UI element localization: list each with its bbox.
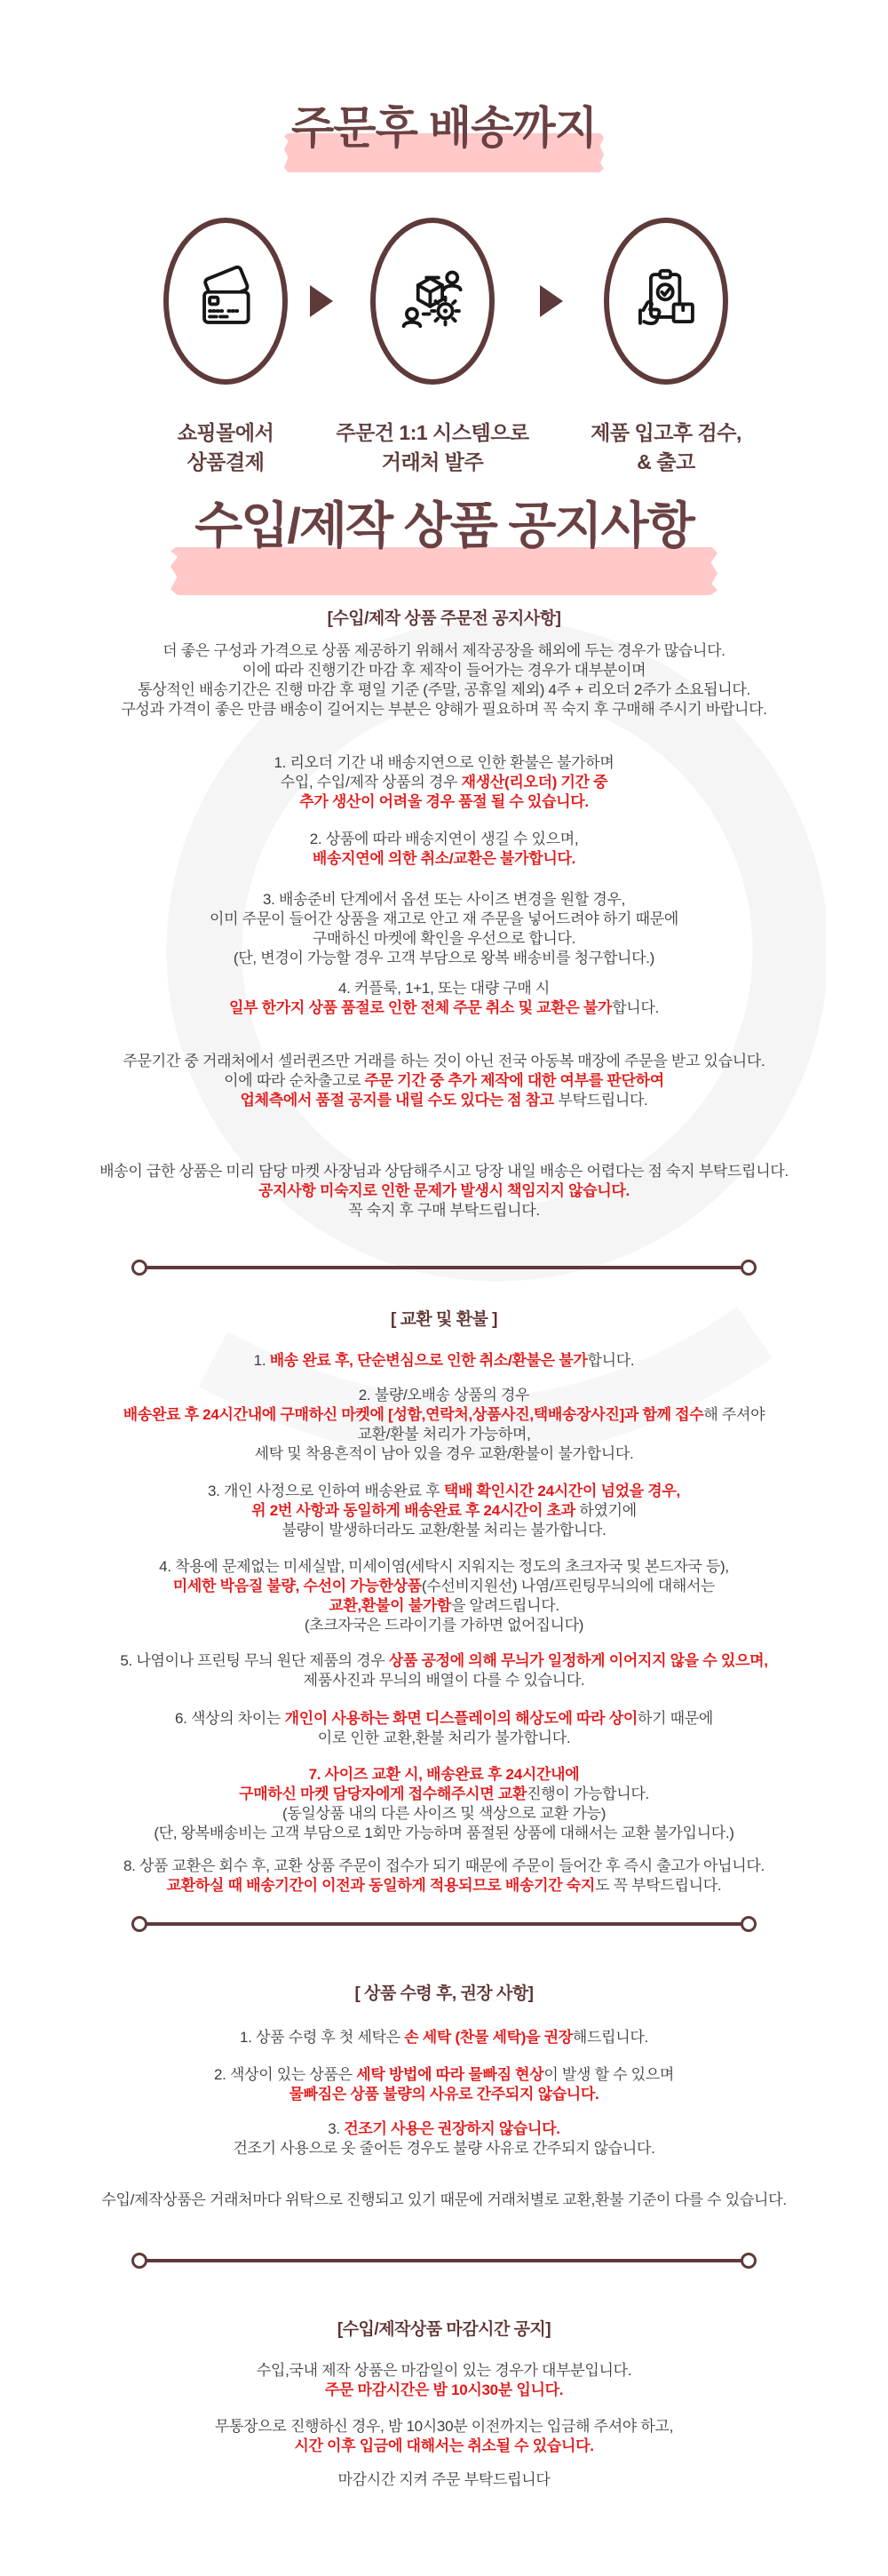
deadline-paragraph-3: [0, 2470, 888, 2490]
text-line: [0, 1501, 888, 1521]
text-segment: 구매하신 마켓 담당자에게 접수해주시면 교환: [239, 1785, 527, 1802]
text-line: [0, 1729, 888, 1748]
exchange-item-1: [0, 1351, 888, 1371]
text-segment: 해 주셔야: [703, 1406, 765, 1423]
text-segment: 일부 한가지 상품 품절로 인한 전체 주문 취소 및 교환은 불가: [229, 999, 613, 1016]
text-segment: 하였기에: [579, 1502, 637, 1519]
step-label: [317, 418, 548, 477]
text-line: [0, 1444, 888, 1464]
text-line: [0, 1785, 888, 1804]
text-segment: 5. 나염이나 프린팅 무늬 원단 제품의 경우: [120, 1652, 389, 1669]
preorder-outro-paragraph-2: [0, 1162, 888, 1220]
care-item-3: [0, 2119, 888, 2159]
text-line: [0, 2437, 888, 2456]
text-segment: 시간 이후 입금에 대해서는 취소될 수 있습니다.: [294, 2437, 594, 2454]
text-segment: 2. 색상이 있는 상품은: [213, 2066, 357, 2083]
care-item-1: [0, 2028, 888, 2047]
text-segment: 7. 사이즈 교환 시, 배송완료 후 24시간내에: [308, 1766, 580, 1783]
text-line: [0, 1876, 888, 1896]
page-title-text: 수입/제작 상품 공지사항: [194, 497, 694, 553]
divider-line: [146, 1266, 742, 1269]
text-segment: 6. 색상의 차이는: [175, 1710, 285, 1727]
text-segment: 더 좋은 구성과 가격으로 상품 제공하기 위해서 제작공장을 해외에 두는 경우가 많습니다.: [163, 642, 725, 659]
care-outro-paragraph: [0, 2190, 888, 2210]
text-line: [0, 890, 888, 910]
exchange-section-header: [ 교환 및 환불 ]: [390, 1310, 498, 1329]
text-segment: 건조기 사용으로 옷 줄어든 경우도 불량 사유로 간주되지 않습니다.: [233, 2140, 655, 2157]
step-label: [110, 418, 341, 477]
text-segment: 세탁 및 착용흔적이 남아 있을 경우 교환/환불이 불가합니다.: [254, 1445, 634, 1462]
text-segment: 수입,국내 제작 상품은 마감일이 있는 경우가 대부분입니다.: [256, 2362, 632, 2379]
preorder-intro-paragraph: [0, 641, 888, 720]
text-segment: 주문기간 중 거래처에서 셀러퀸즈만 거래를 하는 것이 아닌 전국 아동복 매장에 주문을 받고 있습니다.: [123, 1053, 765, 1069]
exchange-item-2: [0, 1386, 888, 1464]
text-line: [0, 1557, 888, 1577]
preorder-item-4: [0, 979, 888, 1018]
text-line: [0, 949, 888, 968]
text-segment: 4. 착용에 문제없는 미세실밥, 미세이염(세탁시 지워지는 정도의 초크자국 및 본드자국 등),: [159, 1558, 729, 1575]
text-segment: 해드립니다.: [572, 2029, 648, 2046]
step-label-line: 상품결제: [186, 450, 265, 473]
text-line: [0, 2085, 888, 2104]
text-segment: 2. 상품에 따라 배송지연이 생길 수 있으며,: [309, 831, 579, 847]
preorder-item-1: [0, 753, 888, 812]
text-line: [0, 1091, 888, 1110]
text-segment: 이미 주문이 들어간 상품을 재고로 안고 재 주문을 넣어드려야 하기 때문에: [210, 910, 678, 927]
order-system-icon: [396, 265, 469, 338]
text-segment: 8. 상품 교환은 회수 후, 교환 상품 주문이 접수가 되기 때문에 주문이 들어간 후 즉시 출고가 아닙니다.: [123, 1857, 765, 1874]
text-line: [0, 1616, 888, 1635]
text-segment: 물빠짐은 상품 불량의 사유로 간주되지 않습니다.: [289, 2086, 599, 2103]
process-step-order: [317, 218, 548, 477]
text-line: [0, 2119, 888, 2139]
text-segment: (동일상품 내의 다른 사이즈 및 색상으로 교환 가능): [281, 1805, 607, 1822]
text-segment: 이에 따라 순차출고로: [224, 1072, 365, 1089]
text-segment: 택배 확인시간 24시간이 넘었을 경우,: [443, 1483, 680, 1499]
text-segment: 2. 불량/오배송 상품의 경우: [358, 1387, 530, 1403]
preorder-item-3: [0, 890, 888, 968]
text-segment: 주문 마감시간은 밤 10시30분 입니다.: [324, 2381, 564, 2398]
text-segment: 3.: [328, 2120, 345, 2137]
text-line: [0, 1386, 888, 1405]
text-line: [0, 753, 888, 773]
text-segment: 주문 기간 중 추가 제작에 대한 여부를 판단하여: [364, 1072, 664, 1089]
section-divider: [131, 2253, 757, 2269]
preorder-section-header: [수입/제작 상품 주문전 공지사항]: [327, 609, 561, 628]
text-segment: 3. 배송준비 단계에서 옵션 또는 사이즈 변경을 원할 경우,: [262, 891, 626, 908]
text-segment: 수입/제작상품은 거래처마다 위탁으로 진행되고 있기 때문에 거래처별로 교환,환불 기준이 다를 수 있습니다.: [101, 2191, 787, 2208]
text-segment: 불량이 발생하더라도 교환/환불 처리는 불가합니다.: [281, 1522, 607, 1538]
exchange-item-3: [0, 1482, 888, 1540]
step-label: [551, 418, 781, 477]
divider-ring-icon: [741, 2253, 757, 2269]
deadline-section-header: [수입/제작상품 마감시간 공지]: [337, 2320, 551, 2339]
text-line: [0, 1804, 888, 1824]
text-segment: 배송이 급한 상품은 미리 담당 마켓 사장님과 상담해주시고 당장 내일 배송은 어렵다는 점 숙지 부탁드립니다.: [99, 1163, 789, 1180]
text-line: [0, 2139, 888, 2159]
care-section-header: [ 상품 수령 후, 권장 사항]: [354, 1984, 534, 2003]
process-step-inspection: [551, 218, 781, 477]
text-line: [0, 2361, 888, 2381]
step-circle: [163, 218, 288, 385]
text-segment: 3. 개인 사정으로 인하여 배송완료 후: [208, 1483, 444, 1499]
text-line: [0, 1351, 888, 1371]
text-segment: 상품 공정에 의해 무늬가 일정하게 이어지지 않을 수 있으며,: [388, 1652, 768, 1669]
text-segment: 배송지연에 의한 취소/교환은 불가합니다.: [312, 850, 576, 867]
page-title-notice: [0, 496, 888, 555]
step-circle: [370, 218, 495, 385]
text-line: [0, 2470, 888, 2490]
text-segment: 구성과 가격이 좋은 만큼 배송이 길어지는 부분은 양해가 필요하며 꼭 숙지 후 구매해 주시기 바랍니다.: [121, 701, 767, 718]
text-segment: 4. 커플룩, 1+1, 또는 대량 구매 시: [337, 980, 551, 997]
text-line: [0, 1521, 888, 1540]
credit-card-icon: [189, 265, 262, 338]
text-segment: (초크자국은 드라이기를 가하면 없어집니다): [304, 1617, 584, 1634]
text-segment: 재생산(리오더) 기간 중: [461, 774, 608, 791]
divider-line: [146, 2259, 742, 2262]
text-segment: 통상적인 배송기간은 진행 마감 후 평일 기준 (주말, 공휴일 제외) 4주 + 리오더 2주가 소요됩니다.: [138, 681, 750, 698]
text-line: [0, 929, 888, 949]
text-segment: (수선비지원선) 나염/프린팅무늬의에 대해서는: [421, 1578, 716, 1594]
text-line: [0, 1405, 888, 1425]
text-segment: (단, 왕복배송비는 고객 부담으로 1회만 가능하며 품절된 상품에 대해서는 교환 불가입니다.): [154, 1825, 734, 1841]
text-segment: 미세한 박음질 불량, 수선이 가능한상품: [172, 1578, 422, 1594]
text-line: [0, 700, 888, 720]
text-line: [0, 830, 888, 849]
text-line: [0, 1824, 888, 1843]
text-line: [0, 1651, 888, 1671]
text-line: [0, 1425, 888, 1444]
text-line: [0, 680, 888, 700]
text-line: [0, 2065, 888, 2085]
page-title-text: 주문후 배송까지: [291, 103, 597, 153]
text-line: [0, 1482, 888, 1501]
text-segment: 제품사진과 무늬의 배열이 다를 수 있습니다.: [303, 1672, 585, 1689]
text-segment: 을 알려드립니다.: [451, 1597, 559, 1614]
process-step-payment: [110, 218, 341, 477]
text-segment: 배송 완료 후, 단순변심으로 인한 취소/환불은 불가: [269, 1352, 588, 1369]
text-segment: 위 2번 사항과 동일하게 배송완료 후 24시간이 초과: [251, 1502, 580, 1519]
text-line: [0, 1181, 888, 1201]
exchange-item-6: [0, 1709, 888, 1748]
text-line: [0, 661, 888, 680]
text-segment: 1. 상품 수령 후 첫 세탁은: [240, 2029, 405, 2046]
deadline-paragraph-1: [0, 2361, 888, 2400]
title-highlight-ribbon: [170, 547, 718, 595]
exchange-item-4: [0, 1557, 888, 1635]
text-line: [0, 1856, 888, 1876]
text-segment: 하기 때문에: [637, 1710, 713, 1727]
text-line: [0, 1765, 888, 1785]
text-segment: 1.: [253, 1352, 270, 1369]
text-segment: 마감시간 지켜 주문 부탁드립니다: [337, 2471, 551, 2488]
text-line: [0, 1709, 888, 1729]
text-segment: 교환하실 때 배송기간이 이전과 동일하게 적용되므로 배송기간 숙지: [166, 1877, 596, 1894]
text-segment: 합니다.: [612, 999, 659, 1016]
text-line: [0, 2417, 888, 2437]
inspection-clipboard-icon: [630, 265, 702, 338]
text-segment: (단, 변경이 가능할 경우 고객 부담으로 왕복 배송비를 청구합니다.): [233, 950, 655, 966]
text-segment: 손 세탁 (찬물 세탁)을 권장: [404, 2029, 573, 2046]
exchange-item-7: [0, 1765, 888, 1843]
text-segment: 부탁드립니다.: [558, 1092, 648, 1109]
text-segment: 수입, 수입/제작 상품의 경우: [280, 774, 462, 791]
step-label-line: 제품 입고후 검수,: [591, 421, 741, 444]
step-label-line: 주문건 1:1 시스템으로: [336, 421, 529, 444]
preorder-outro-paragraph-1: [0, 1052, 888, 1110]
text-line: [0, 1071, 888, 1091]
text-line: [0, 1052, 888, 1071]
text-segment: 도 꼭 부탁드립니다.: [595, 1877, 722, 1894]
preorder-item-2: [0, 830, 888, 869]
text-segment: 공지사항 미숙지로 인한 문제가 발생시 책임지지 않습니다.: [258, 1182, 630, 1199]
deadline-paragraph-2: [0, 2417, 888, 2456]
section-divider: [131, 1260, 757, 1276]
section-divider: [131, 1916, 757, 1932]
text-line: [0, 998, 888, 1018]
step-label-line: & 출고: [637, 450, 695, 473]
page-title-shipping: [0, 103, 888, 155]
text-line: [0, 2028, 888, 2047]
text-segment: 교환,환불이 불가함: [329, 1597, 452, 1614]
text-line: [0, 1671, 888, 1690]
text-line: [0, 1201, 888, 1220]
text-segment: 배송완료 후 24시간내에 구매하신 마켓에 [성함,연락처,상품사진,택배송장사진]과 함께 접수: [123, 1406, 704, 1423]
text-segment: 업체측에서 품절 공지를 내릴 수도 있다는 점 참고: [240, 1092, 559, 1109]
text-segment: 무통장으로 진행하신 경우, 밤 10시30분 이전까지는 입금해 주셔야 하고,: [214, 2418, 674, 2435]
text-line: [0, 2190, 888, 2210]
text-line: [0, 1577, 888, 1596]
text-line: [0, 641, 888, 661]
text-line: [0, 849, 888, 869]
step-circle: [604, 218, 728, 385]
care-item-2: [0, 2065, 888, 2104]
exchange-item-8: [0, 1856, 888, 1896]
text-line: [0, 1162, 888, 1181]
text-segment: 추가 생산이 어려울 경우 품절 될 수 있습니다.: [299, 793, 589, 810]
text-line: [0, 910, 888, 929]
exchange-item-5: [0, 1651, 888, 1690]
text-segment: 합니다.: [587, 1352, 635, 1369]
divider-ring-icon: [741, 1916, 757, 1932]
text-segment: 건조기 사용은 권장하지 않습니다.: [344, 2120, 560, 2137]
text-segment: 이에 따라 진행기간 마감 후 제작이 들어가는 경우가 대부분이며: [242, 662, 646, 679]
text-segment: 세탁 방법에 따라 물빠짐 현상: [356, 2066, 544, 2083]
text-line: [0, 792, 888, 812]
text-segment: 교환/환불 처리가 가능하며,: [357, 1426, 531, 1443]
text-segment: 1. 리오더 기간 내 배송지연으로 인한 환불은 불가하며: [274, 754, 614, 771]
text-line: [0, 1596, 888, 1616]
divider-ring-icon: [741, 1260, 757, 1276]
text-segment: 꼭 숙지 후 구매 부탁드립니다.: [348, 1202, 540, 1219]
text-line: [0, 773, 888, 792]
text-segment: 이로 인한 교환,환불 처리가 불가합니다.: [317, 1729, 571, 1746]
text-line: [0, 979, 888, 998]
divider-line: [146, 1922, 742, 1926]
text-segment: 개인이 사용하는 화면 디스플레이의 해상도에 따라 상이: [284, 1710, 638, 1727]
step-label-line: 거래처 발주: [381, 450, 484, 473]
text-segment: 진행이 가능합니다.: [527, 1785, 649, 1802]
text-line: [0, 2381, 888, 2400]
step-label-line: 쇼핑몰에서: [177, 421, 274, 444]
text-segment: 구매하신 마켓에 확인을 우선으로 합니다.: [312, 930, 576, 947]
text-segment: 이 발생 할 수 있으며: [543, 2066, 675, 2083]
